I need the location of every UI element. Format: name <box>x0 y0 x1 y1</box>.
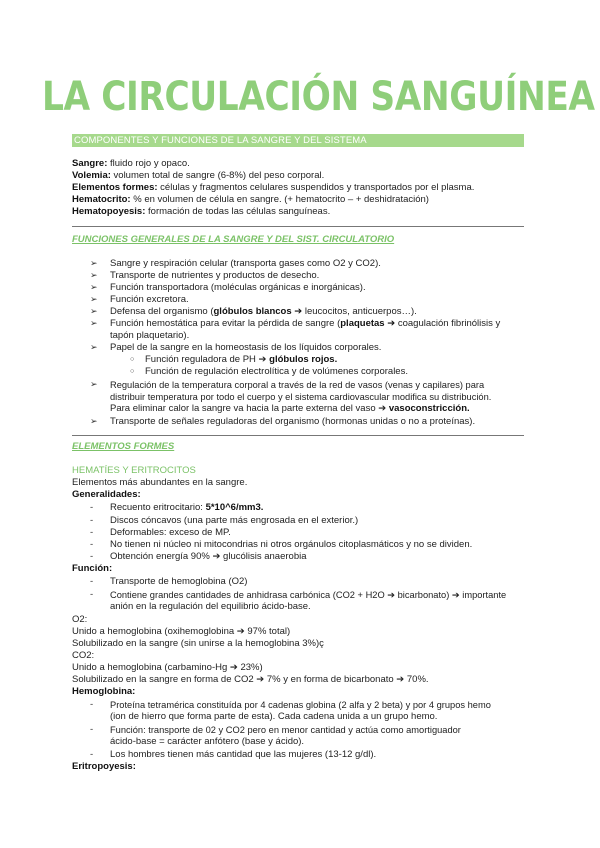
dash-bullet-icon: - <box>90 699 94 710</box>
dash-bullet-icon: - <box>90 576 94 587</box>
list-item: Contiene grandes cantidades de anhidrasa carbónica (CO2 + H2O ➔ bicarbonato) ➔ importante <box>110 590 507 600</box>
label-eritropoyesis: Eritropoyesis: <box>72 761 136 772</box>
divider <box>72 435 524 436</box>
paragraph: Solubilizado en la sangre en forma de CO2 ➔ 7% y en forma de bicarbonato ➔ 70%. <box>72 674 429 685</box>
list-item: Obtención energía 90% ➔ glucólisis anaerobia <box>110 551 307 562</box>
list-item-continuation: (ion de hierro que forma parte de esta). Cada cadena unida a un grupo hemo. <box>110 711 438 722</box>
paragraph: Solubilizado en la sangre (sin unirse a la hemoglobina 3%)ç <box>72 638 324 649</box>
divider <box>72 226 524 227</box>
section-heading-funciones: FUNCIONES GENERALES DE LA SANGRE Y DEL SIST. CIRCULATORIO <box>72 234 395 245</box>
label-hemoglobina: Hemoglobina: <box>72 686 136 697</box>
list-item: Sangre y respiración celular (transporta gases como O2 y CO2). <box>110 258 381 269</box>
list-item: Función transportadora (moléculas orgánicas e inorgánicas). <box>110 282 366 293</box>
list-item: Función excretora. <box>110 294 189 305</box>
subheading-hematies: HEMATÍES Y ERITROCITOS <box>72 465 196 476</box>
definition-line: Volemia: volumen total de sangre (6-8%) del peso corporal. <box>72 170 325 181</box>
list-item: Proteína tetramérica constituída por 4 cadenas globina (2 alfa y 2 beta) y por 4 grupos hemo <box>110 700 491 710</box>
sub-list-item: Función de regulación electrolítica y de volúmenes corporales. <box>145 366 408 377</box>
list-item-continuation: ácido-base = carácter anfótero (base y ácido). <box>110 736 305 747</box>
dash-bullet-icon: - <box>90 539 94 550</box>
dash-bullet-icon: - <box>90 749 94 760</box>
dash-bullet-icon: - <box>90 589 94 600</box>
list-item: Transporte de hemoglobina (O2) <box>110 576 248 587</box>
list-item-continuation: anión en la regulación del equilibrio ácido-base. <box>110 601 311 612</box>
circle-bullet-icon: ○ <box>130 356 135 363</box>
definition-line: Hematocrito: % en volumen de célula en sangre. (+ hematocrito – + deshidratación) <box>72 194 429 205</box>
arrow-bullet-icon: ➢ <box>90 342 98 352</box>
dash-bullet-icon: - <box>90 527 94 538</box>
arrow-bullet-icon: ➢ <box>90 379 98 389</box>
list-item-continuation: distribuir temperatura por todo el cuerpo y el sistema cardiovascular modifica su distribución. <box>110 392 492 402</box>
list-item: Transporte de nutrientes y productos de desecho. <box>110 270 320 281</box>
list-item: Discos cóncavos (una parte más engrosada en el exterior.) <box>110 515 359 526</box>
dash-bullet-icon: - <box>90 724 94 735</box>
paragraph: Elementos más abundantes en la sangre. <box>72 477 248 488</box>
section-heading-elementos: ELEMENTOS FORMES <box>72 441 175 452</box>
definition-line: Elementos formes: células y fragmentos celulares suspendidos y transportados por el plasma. <box>72 182 475 193</box>
page-title: LA CIRCULACIÓN SANGUÍNEA <box>42 74 595 120</box>
arrow-bullet-icon: ➢ <box>90 306 98 316</box>
gas-label: O2: <box>72 614 88 625</box>
dash-bullet-icon: - <box>90 515 94 526</box>
gas-label: CO2: <box>72 650 95 661</box>
list-item: Función: transporte de 02 y CO2 pero en menor cantidad y actúa como amortiguador <box>110 725 461 735</box>
list-item-continuation: Para eliminar calor la sangre va hacia la parte externa del vaso ➔ vasoconstricción. <box>110 403 470 414</box>
list-item: Los hombres tienen más cantidad que las mujeres (13-12 g/dl). <box>110 749 377 760</box>
arrow-bullet-icon: ➢ <box>90 318 98 328</box>
list-item: Recuento eritrocitario: 5*10^6/mm3. <box>110 502 264 513</box>
list-item: Función hemostática para evitar la pérdida de sangre (plaquetas ➔ coagulación fibrinólisis y <box>110 318 501 329</box>
list-item: Defensa del organismo (glóbulos blancos ➔ leucocitos, anticuerpos…). <box>110 306 417 317</box>
paragraph: Unido a hemoglobina (carbamino-Hg ➔ 23%) <box>72 662 263 673</box>
list-item: Papel de la sangre en la homeostasis de los líquidos corporales. <box>110 342 382 353</box>
sub-list-item: Función reguladora de PH ➔ glóbulos rojos. <box>145 354 338 365</box>
section-heading-components: COMPONENTES Y FUNCIONES DE LA SANGRE Y DEL SISTEMA <box>74 135 367 146</box>
arrow-bullet-icon: ➢ <box>90 270 98 280</box>
arrow-bullet-icon: ➢ <box>90 294 98 304</box>
list-item: Transporte de señales reguladoras del organismo (hormonas unidas o no a proteínas). <box>110 416 476 427</box>
dash-bullet-icon: - <box>90 551 94 562</box>
list-item-continuation: tapón plaquetario). <box>110 330 190 341</box>
paragraph: Unido a hemoglobina (oxihemoglobina ➔ 97% total) <box>72 626 291 637</box>
circle-bullet-icon: ○ <box>130 368 135 375</box>
definition-line: Sangre: fluido rojo y opaco. <box>72 158 190 169</box>
arrow-bullet-icon: ➢ <box>90 282 98 292</box>
label-generalidades: Generalidades: <box>72 489 141 500</box>
list-item: Regulación de la temperatura corporal a través de la red de vasos (venas y capilares) para <box>110 380 485 390</box>
arrow-bullet-icon: ➢ <box>90 258 98 268</box>
list-item: No tienen ni núcleo ni mitocondrias ni otros orgánulos citoplasmáticos y no se dividen. <box>110 539 473 550</box>
dash-bullet-icon: - <box>90 502 94 513</box>
label-funcion: Función: <box>72 563 113 574</box>
definition-line: Hematopoyesis: formación de todas las células sanguíneas. <box>72 206 331 217</box>
arrow-bullet-icon: ➢ <box>90 416 98 426</box>
list-item: Deformables: exceso de MP. <box>110 527 231 538</box>
